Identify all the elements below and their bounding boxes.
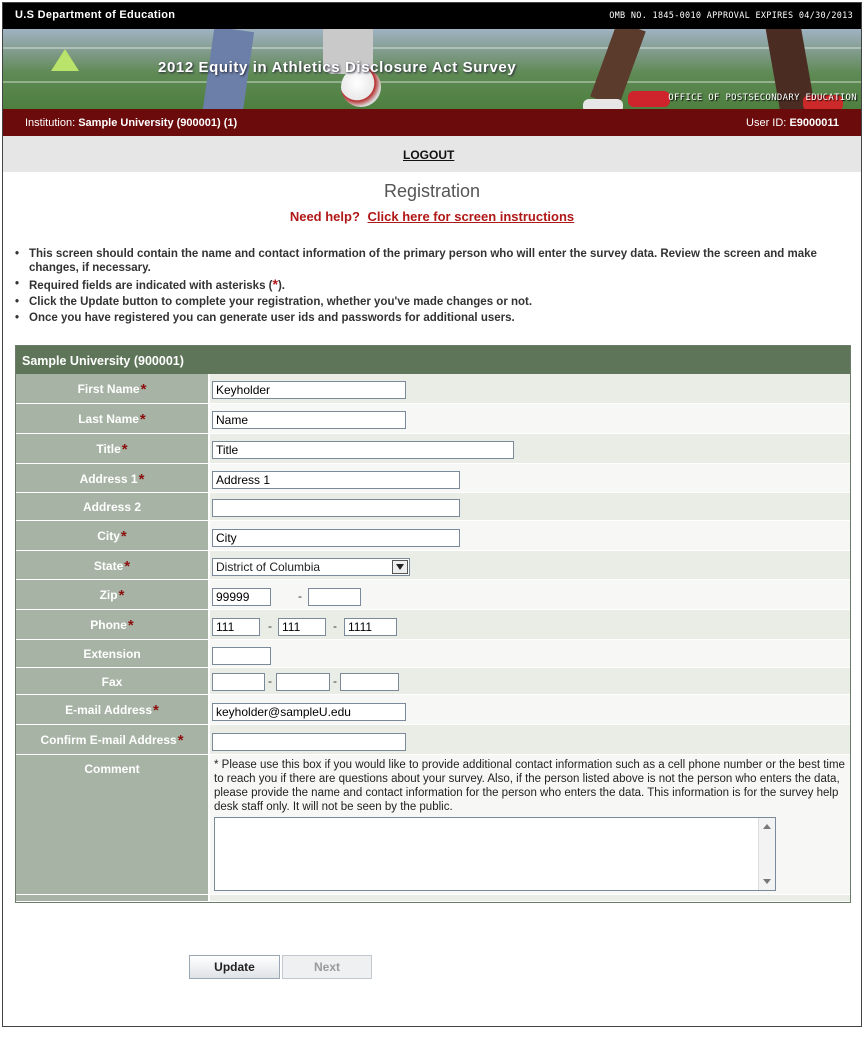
phone-line-input[interactable]: 1111 xyxy=(344,618,397,636)
required-mark: * xyxy=(139,411,146,428)
scroll-up-arrow-icon[interactable] xyxy=(763,824,771,829)
zip-label xyxy=(16,580,208,610)
label-text: Address 1 xyxy=(79,472,138,486)
logout-link[interactable]: LOGOUT xyxy=(403,148,455,162)
department-name: U.S Department of Education xyxy=(15,9,176,21)
form-heading-text: Sample University (900001) xyxy=(22,354,184,368)
fax-prefix-input[interactable] xyxy=(276,673,330,691)
registration-form xyxy=(15,345,851,903)
user-id-info xyxy=(746,117,839,129)
first-name-cell xyxy=(210,374,850,404)
instruction-text: ). xyxy=(277,280,285,292)
row-city xyxy=(16,521,850,551)
city-input[interactable]: City xyxy=(212,529,460,547)
required-mark: * xyxy=(138,471,145,488)
confirm-email-input[interactable] xyxy=(212,733,406,751)
required-mark: * xyxy=(177,732,184,749)
fax-cell xyxy=(210,668,850,695)
institution-label: Institution: xyxy=(25,117,76,129)
page-title: Registration xyxy=(383,181,481,201)
form-heading xyxy=(16,346,850,374)
zip-cell xyxy=(210,580,850,610)
required-mark: * xyxy=(153,702,159,719)
label-text: State xyxy=(93,559,124,573)
row-extension xyxy=(16,640,850,668)
instruction-text: Required fields are indicated with asterisks ( xyxy=(29,280,273,292)
state-selected-value: District of Columbia xyxy=(216,560,321,574)
state-cell xyxy=(210,551,850,580)
city-cell xyxy=(210,521,850,551)
row-zip xyxy=(16,580,850,610)
row-state xyxy=(16,551,850,580)
zip-input[interactable]: 99999 xyxy=(212,588,271,606)
row-first-name xyxy=(16,374,850,404)
fax-separator: - xyxy=(333,674,337,688)
required-mark: * xyxy=(118,587,125,604)
row-last-name xyxy=(16,404,850,434)
user-id-label: User ID: xyxy=(746,117,787,129)
confirm-email-cell xyxy=(210,725,850,755)
label-text: City xyxy=(97,529,120,543)
last-name-cell xyxy=(210,404,850,434)
row-title xyxy=(16,434,850,464)
email-label xyxy=(16,695,208,725)
label-text: Zip xyxy=(99,588,118,602)
row-fax xyxy=(16,668,850,695)
label-text: Phone xyxy=(90,618,127,632)
cone-icon xyxy=(51,49,79,71)
list-item: • Click the Update button to complete your registration, whether you've made changes or not. xyxy=(15,295,845,309)
help-line xyxy=(3,209,861,224)
required-mark: * xyxy=(124,558,131,575)
asterisk-mark: * xyxy=(272,276,278,292)
required-mark: * xyxy=(140,381,147,398)
instruction-list xyxy=(15,247,845,327)
label-text: Comment xyxy=(84,762,140,776)
page-frame xyxy=(2,2,862,1027)
first-name-label xyxy=(16,374,208,404)
zip-separator: - xyxy=(298,589,302,603)
label-text: Extension xyxy=(83,647,141,661)
omb-approval: OMB NO. 1845-0010 APPROVAL EXPIRES 04/30/2013 xyxy=(609,11,853,21)
row-filler xyxy=(16,895,850,902)
filler-label-cell xyxy=(16,895,208,902)
address2-input[interactable] xyxy=(212,499,460,517)
comment-label xyxy=(16,755,208,895)
title-input[interactable]: Title xyxy=(212,441,514,459)
office-name: OFFICE OF POSTSECONDARY EDUCATION xyxy=(668,93,857,103)
institution-info xyxy=(25,117,237,129)
fax-area-input[interactable] xyxy=(212,673,265,691)
comment-help-text: * Please use this box if you would like to provide additional contact information such as a cell phone number or the best time to reach you if there are questions about your survey. Also, if the person listed above is not the person who enters the data, please provide the name and contact information for the person who enters the data. This information is for the survey help desk staff only. It will not be seen by the public. xyxy=(214,759,845,813)
title-label xyxy=(16,434,208,464)
row-comment xyxy=(16,755,850,895)
fax-line-input[interactable] xyxy=(340,673,399,691)
phone-separator: - xyxy=(333,619,337,633)
address1-label xyxy=(16,464,208,493)
field-line xyxy=(3,81,861,83)
help-prefix: Need help? xyxy=(289,209,360,224)
list-item: • Once you have registered you can generate user ids and passwords for additional users. xyxy=(15,311,845,325)
filler-value-cell xyxy=(210,895,850,902)
row-address2 xyxy=(16,493,850,521)
phone-separator: - xyxy=(268,619,272,633)
first-name-input[interactable]: Keyholder xyxy=(212,381,406,399)
state-label xyxy=(16,551,208,580)
row-address1 xyxy=(16,464,850,493)
last-name-label xyxy=(16,404,208,434)
address1-cell xyxy=(210,464,850,493)
field-line xyxy=(3,47,861,49)
institution-bar xyxy=(3,109,861,136)
label-text: Address 2 xyxy=(82,500,142,514)
extension-label xyxy=(16,640,208,668)
institution-value: Sample University (900001) (1) xyxy=(78,117,238,129)
phone-area-input[interactable]: 111 xyxy=(212,618,260,636)
phone-prefix-input[interactable]: 111 xyxy=(278,618,326,636)
top-title-bar xyxy=(3,3,861,29)
required-mark: * xyxy=(121,441,128,458)
next-button[interactable]: Next xyxy=(282,955,372,979)
confirm-email-label xyxy=(16,725,208,755)
comment-cell xyxy=(210,755,850,895)
address2-cell xyxy=(210,493,850,521)
scroll-down-arrow-icon[interactable] xyxy=(763,879,771,884)
list-item: • This screen should contain the name and contact information of the primary person who will enter the survey data. Review the screen and make changes, if necessary. xyxy=(15,247,845,275)
extension-cell xyxy=(210,640,850,668)
row-email xyxy=(16,695,850,725)
phone-label xyxy=(16,610,208,640)
zip-extension-input[interactable] xyxy=(308,588,361,606)
shoe-image xyxy=(628,91,670,107)
city-label xyxy=(16,521,208,551)
last-name-input[interactable]: Name xyxy=(212,411,406,429)
screen-instructions-link[interactable]: Click here for screen instructions xyxy=(367,209,575,224)
comment-textarea[interactable] xyxy=(214,817,776,891)
state-select[interactable] xyxy=(212,558,410,576)
fax-separator: - xyxy=(268,674,272,688)
dropdown-arrow-icon[interactable] xyxy=(392,560,408,574)
title-cell xyxy=(210,434,850,464)
email-input[interactable]: keyholder@sampleU.edu xyxy=(212,703,406,721)
required-mark: * xyxy=(120,528,127,545)
update-button[interactable]: Update xyxy=(189,955,280,979)
label-text: Confirm E-mail Address xyxy=(40,733,177,747)
logout-bar xyxy=(3,136,861,172)
label-text: First Name xyxy=(77,382,140,396)
required-mark: * xyxy=(127,617,134,634)
address1-input[interactable]: Address 1 xyxy=(212,471,460,489)
label-text: Last Name xyxy=(78,412,139,426)
row-confirm-email xyxy=(16,725,850,755)
label-text: Title xyxy=(96,442,121,456)
survey-banner xyxy=(3,29,861,109)
survey-title: 2012 Equity in Athletics Disclosure Act Survey xyxy=(158,59,517,76)
list-item xyxy=(15,277,845,293)
shoe-image xyxy=(583,99,623,109)
label-text: Fax xyxy=(101,675,123,689)
user-id-value: E9000011 xyxy=(789,117,839,129)
email-cell xyxy=(210,695,850,725)
address2-label xyxy=(16,493,208,521)
label-text: E-mail Address xyxy=(65,703,153,717)
phone-cell xyxy=(210,610,850,640)
extension-input[interactable] xyxy=(212,647,271,665)
row-phone xyxy=(16,610,850,640)
fax-label xyxy=(16,668,208,695)
